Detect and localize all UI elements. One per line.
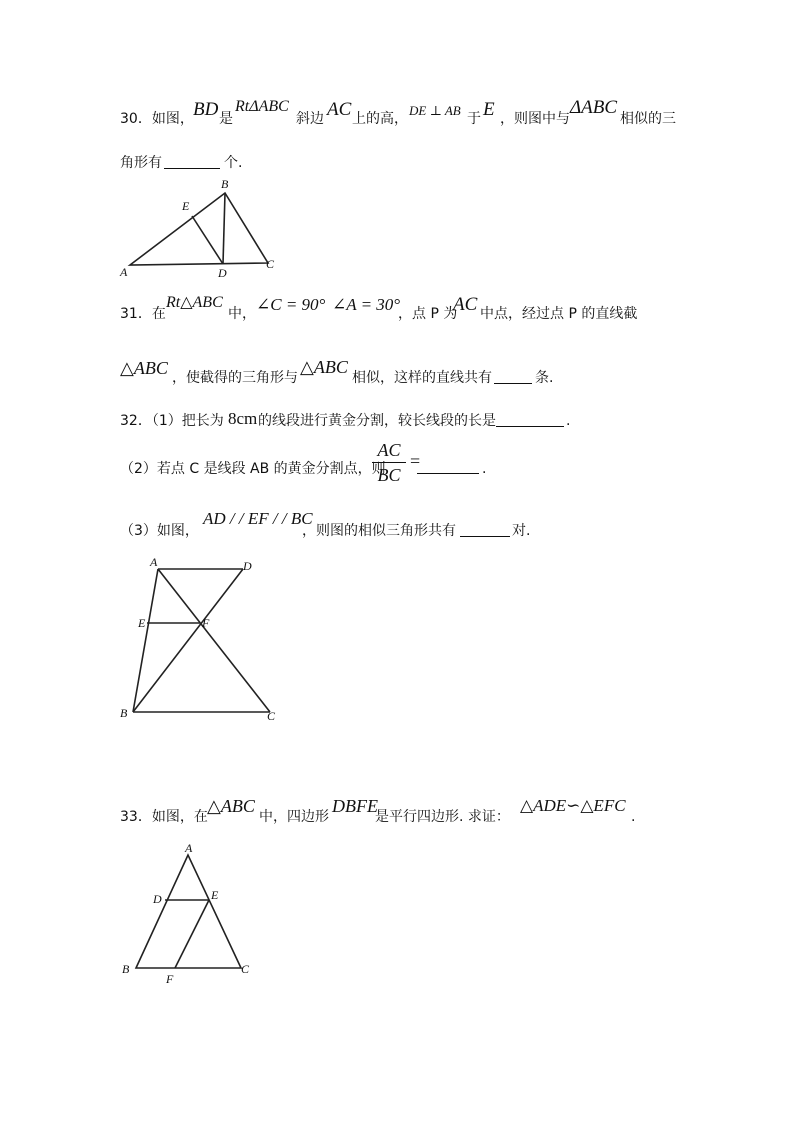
q32-part1-prefix: 32．（1）把长为 bbox=[120, 413, 224, 429]
q33-text-parallelogram: 是平行四边形. 求证： bbox=[375, 809, 510, 825]
q31-text-point-P: ，点 P 为 bbox=[398, 306, 458, 322]
q30-label-D: D bbox=[218, 266, 227, 280]
q30-label-B: B bbox=[221, 177, 229, 191]
q32-label-E: E bbox=[138, 616, 146, 630]
q32-label-D: D bbox=[243, 559, 252, 573]
q33-claim: △ADE∽△EFC bbox=[520, 796, 626, 815]
q30-rt-triangle: RtΔABC bbox=[235, 98, 289, 115]
q32-fraction-numerator: AC bbox=[377, 440, 401, 460]
q30-text-then: ，则图中与 bbox=[500, 111, 570, 127]
q31-line2-text-b: 相似，这样的直线共有 bbox=[352, 370, 492, 386]
q33-label-E: E bbox=[211, 888, 219, 902]
q31-number: 31．在 bbox=[120, 306, 166, 322]
q32-part3-suffix: 对. bbox=[512, 523, 531, 539]
q32-length-8cm: 8cm bbox=[228, 409, 258, 428]
q30-number: 30．如图， bbox=[120, 111, 194, 127]
q33-label-A: A bbox=[185, 841, 193, 855]
q31-triangle-2: △ABC bbox=[300, 357, 348, 377]
q32-parallel-statement: AD / / EF / / BC bbox=[203, 509, 313, 528]
q32-part3-prefix: （3）如图， bbox=[120, 523, 199, 539]
q30-line2-prefix: 角形有 bbox=[120, 155, 162, 171]
q30-label-C: C bbox=[266, 257, 275, 271]
q31-angle-C: ∠C = 90° bbox=[256, 295, 326, 314]
q32-part1-period: . bbox=[566, 413, 571, 429]
q33-period: . bbox=[631, 809, 636, 825]
q30-AC: AC bbox=[327, 99, 352, 120]
q33-DBFE: DBFE bbox=[332, 796, 378, 816]
q30-label-A: A bbox=[120, 265, 128, 279]
q32-label-F: F bbox=[202, 616, 210, 630]
q33-triangle-ABC: △ABC bbox=[207, 796, 255, 816]
q30-text-similar: 相似的三 bbox=[620, 111, 676, 127]
q32-part1-text: 的线段进行黄金分割，较长线段的长是 bbox=[258, 413, 496, 429]
q30-DE-perp-AB: DE ⊥ AB bbox=[409, 103, 461, 118]
q30-text-yu: 于 bbox=[467, 111, 481, 127]
q33-label-B: B bbox=[122, 962, 130, 976]
q32-label-B: B bbox=[120, 706, 128, 720]
q33-label-D: D bbox=[153, 892, 162, 906]
q30-ABC: ΔABC bbox=[570, 97, 618, 118]
q33-label-F: F bbox=[166, 972, 174, 986]
q33-text-quad: 中，四边形 bbox=[259, 809, 329, 825]
q32-fraction-denominator: BC bbox=[377, 465, 401, 485]
q31-text-midpoint: 中点，经过点 P 的直线截 bbox=[480, 306, 638, 322]
q32-equals-sign: = bbox=[410, 451, 421, 471]
q32-label-C: C bbox=[267, 709, 276, 723]
q30-BD: BD bbox=[193, 99, 219, 120]
q33-triangle-ABC bbox=[136, 855, 241, 968]
q32-part2-period: . bbox=[482, 461, 487, 477]
q31-text-zhong: 中， bbox=[228, 306, 256, 322]
q32-part3-text: ，则图的相似三角形共有 bbox=[302, 523, 456, 539]
q30-line2-suffix: 个. bbox=[224, 155, 243, 171]
q31-angle-A: ∠A = 30° bbox=[332, 295, 401, 314]
q32-label-A: A bbox=[150, 555, 158, 569]
q30-text-hypotenuse: 斜边 bbox=[296, 111, 324, 127]
q30-text-altitude: 上的高， bbox=[352, 111, 408, 127]
q33-segment-EF bbox=[175, 900, 209, 968]
q32-part2-prefix: （2）若点 C 是线段 AB 的黄金分割点，则 bbox=[120, 461, 386, 477]
q31-rt-triangle: Rt△ABC bbox=[166, 294, 223, 311]
q33-number: 33．如图，在 bbox=[120, 809, 208, 825]
q31-AC: AC bbox=[453, 294, 478, 315]
q30-E: E bbox=[483, 99, 495, 120]
q31-line2-text: ，使截得的三角形与 bbox=[172, 370, 298, 386]
q33-label-C: C bbox=[241, 962, 250, 976]
q30-label-E: E bbox=[182, 199, 190, 213]
q31-triangle-1: △ABC bbox=[120, 358, 168, 378]
q30-text-shi: 是 bbox=[219, 111, 233, 127]
q31-line2-suffix: 条. bbox=[535, 370, 554, 386]
